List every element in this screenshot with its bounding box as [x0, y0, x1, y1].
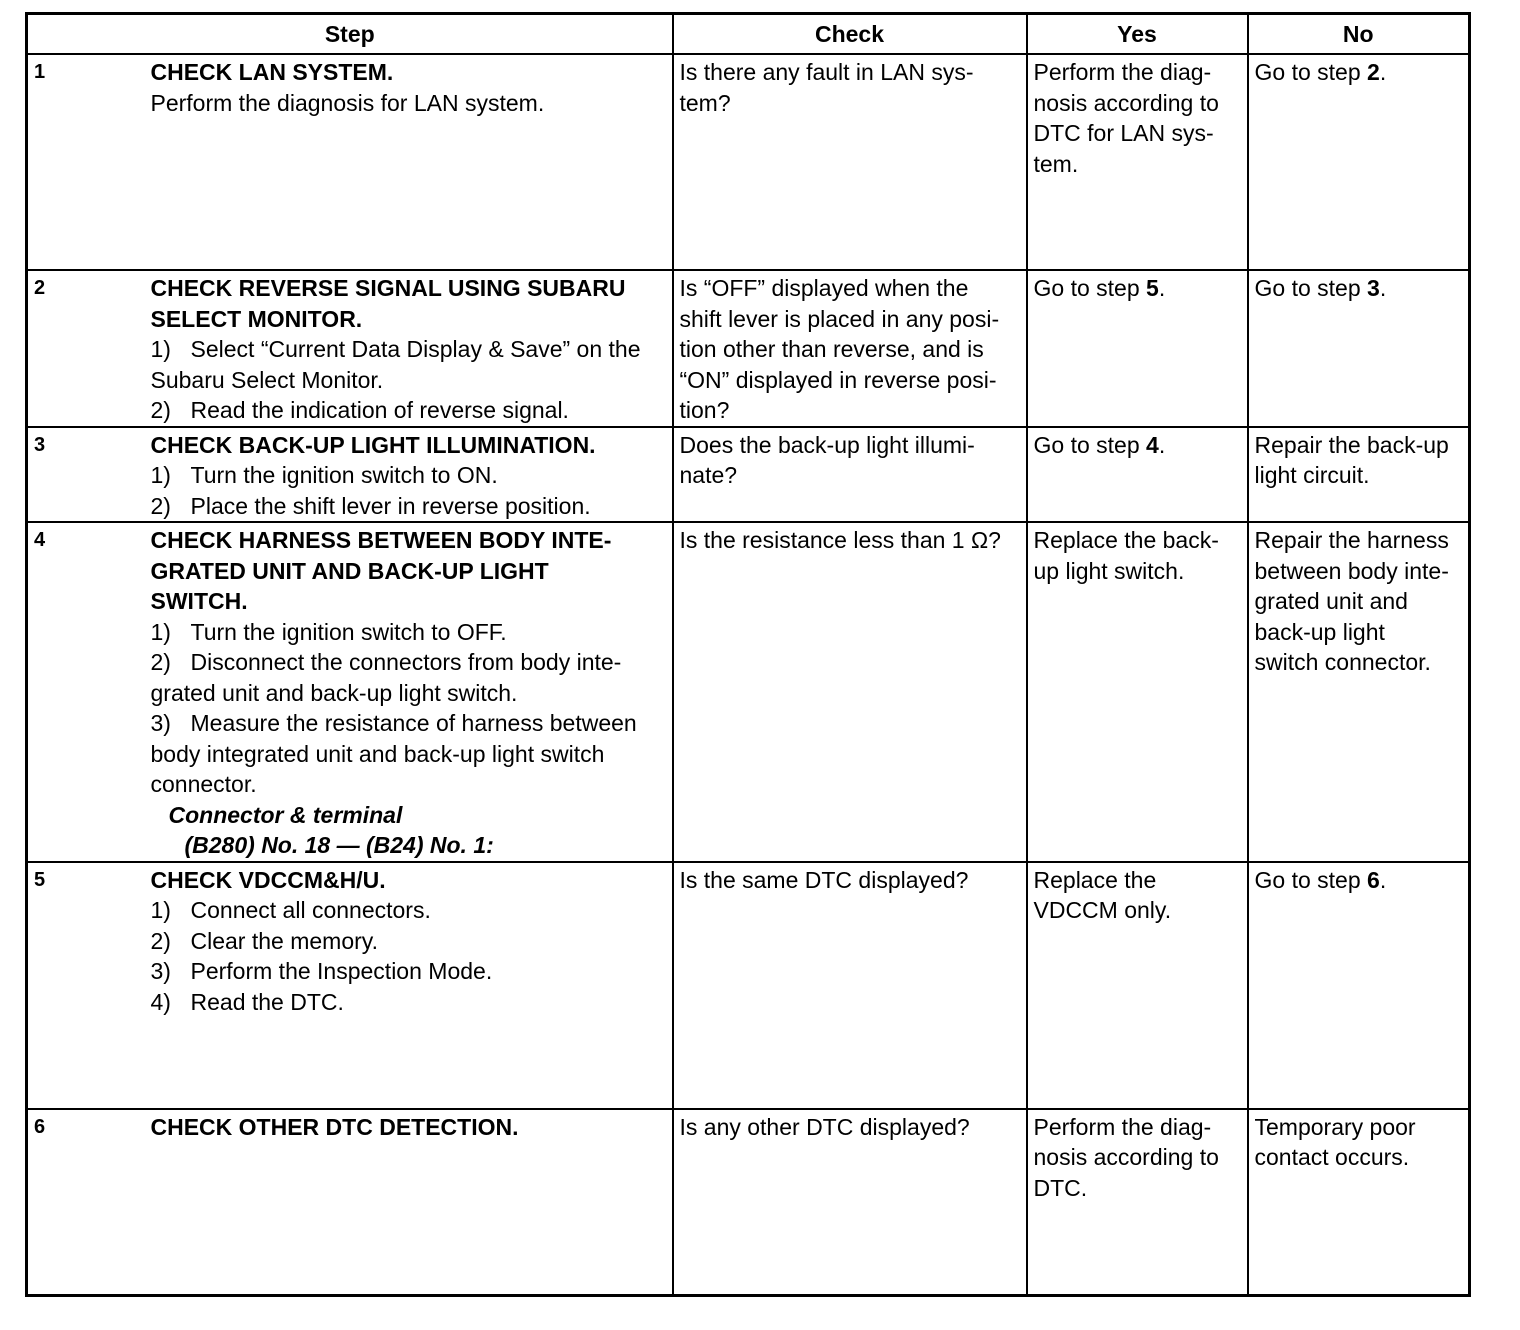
header-yes: Yes — [1027, 14, 1248, 55]
yes-cell — [1027, 270, 1248, 427]
step-number: 5 — [27, 862, 145, 1109]
no-suffix: . — [1379, 275, 1387, 301]
check-line: tion? — [679, 397, 730, 423]
item-number: 2) — [150, 397, 171, 423]
yes-line: Perform the diag- — [1033, 1113, 1212, 1140]
step-cell — [145, 54, 673, 270]
step-reference: 4 — [1146, 431, 1159, 458]
item-text: body integrated unit and back-up light switch — [150, 740, 605, 767]
check-cell — [673, 1109, 1027, 1296]
header-no: No — [1248, 14, 1470, 55]
check-line: nate? — [679, 462, 738, 488]
check-line: “ON” displayed in reverse posi- — [679, 366, 997, 393]
item-text: Perform the Inspection Mode. — [190, 958, 493, 984]
step-number: 2 — [27, 270, 145, 427]
item-number: 2) — [150, 492, 171, 519]
no-cell — [1248, 522, 1470, 862]
step-item — [151, 395, 666, 426]
connector-terminal-label: Connector & terminal — [168, 801, 403, 828]
step-number: 3 — [27, 427, 145, 523]
header-step: Step — [27, 14, 673, 55]
yes-text: Go to step — [1033, 431, 1147, 458]
step-item — [151, 956, 666, 987]
diagnostic-table — [25, 12, 1471, 1297]
check-line: Is the resistance less than 1 Ω? — [679, 527, 1001, 553]
item-number: 2) — [150, 649, 171, 675]
yes-cell — [1027, 1109, 1248, 1296]
table-row — [27, 522, 1470, 862]
yes-line: tem. — [1033, 150, 1079, 177]
table-row — [27, 862, 1470, 1109]
table-row — [27, 427, 1470, 523]
table-row — [27, 270, 1470, 427]
check-line: Is the same DTC displayed? — [679, 866, 969, 893]
step-item — [151, 647, 666, 678]
no-line: light circuit. — [1254, 462, 1370, 488]
yes-text: Go to step — [1033, 275, 1147, 301]
step-title: SELECT MONITOR. — [150, 305, 363, 332]
item-text: Turn the ignition switch to OFF. — [190, 618, 507, 645]
yes-line: Replace the — [1033, 866, 1157, 893]
item-text: Connect all connectors. — [190, 897, 431, 923]
item-text: Read the DTC. — [190, 988, 344, 1015]
step-title: CHECK LAN SYSTEM. — [150, 59, 394, 85]
yes-line: nosis according to — [1033, 89, 1219, 116]
yes-suffix: . — [1158, 275, 1166, 301]
yes-cell — [1027, 862, 1248, 1109]
check-line: tem? — [679, 89, 731, 116]
no-line: back-up light — [1254, 618, 1385, 645]
check-cell — [673, 862, 1027, 1109]
check-cell — [673, 427, 1027, 523]
check-line: shift lever is placed in any posi- — [679, 305, 1000, 332]
item-text: grated unit and back-up light switch. — [150, 679, 518, 706]
step-number: 6 — [27, 1109, 145, 1296]
item-text: Turn the ignition switch to ON. — [190, 462, 498, 488]
yes-cell — [1027, 54, 1248, 270]
step-cell — [145, 270, 673, 427]
step-title: SWITCH. — [150, 588, 248, 614]
no-line: Repair the back-up — [1254, 431, 1449, 458]
no-suffix: . — [1379, 866, 1387, 893]
item-number: 4) — [150, 988, 171, 1015]
no-cell — [1248, 270, 1470, 427]
no-text: Go to step — [1254, 866, 1368, 893]
step-title: CHECK VDCCM&H/U. — [150, 866, 386, 893]
yes-line: DTC for LAN sys- — [1033, 120, 1214, 146]
item-number: 2) — [150, 927, 171, 954]
step-reference: 2 — [1367, 59, 1380, 85]
no-suffix: . — [1379, 59, 1387, 85]
step-title: CHECK OTHER DTC DETECTION. — [150, 1113, 519, 1140]
item-text: Place the shift lever in reverse position. — [190, 492, 591, 519]
step-cell — [145, 862, 673, 1109]
no-cell — [1248, 1109, 1470, 1296]
step-reference: 3 — [1367, 275, 1380, 301]
header-check: Check — [673, 14, 1027, 55]
no-cell — [1248, 427, 1470, 523]
item-number: 1) — [150, 618, 171, 645]
yes-suffix: . — [1158, 431, 1166, 458]
step-title: GRATED UNIT AND BACK-UP LIGHT — [150, 557, 549, 584]
step-number: 4 — [27, 522, 145, 862]
check-line: Is there any fault in LAN sys- — [679, 59, 974, 85]
check-line: tion other than reverse, and is — [679, 336, 984, 362]
step-title: CHECK BACK-UP LIGHT ILLUMINATION. — [150, 431, 596, 458]
table-row — [27, 1109, 1470, 1296]
no-text: Go to step — [1254, 275, 1368, 301]
no-line: between body inte- — [1254, 557, 1449, 584]
step-description: Perform the diagnosis for LAN system. — [150, 89, 545, 116]
item-text: Measure the resistance of harness between — [190, 710, 637, 736]
step-item — [151, 987, 666, 1018]
step-reference: 5 — [1146, 275, 1159, 301]
yes-line: Replace the back- — [1033, 527, 1219, 553]
step-reference: 6 — [1367, 866, 1380, 893]
check-line: Does the back-up light illumi- — [679, 431, 975, 458]
no-cell — [1248, 54, 1470, 270]
yes-cell — [1027, 522, 1248, 862]
item-number: 1) — [150, 336, 171, 362]
yes-cell — [1027, 427, 1248, 523]
check-cell — [673, 54, 1027, 270]
header-row — [27, 14, 1470, 55]
no-line: grated unit and — [1254, 588, 1408, 614]
step-title: CHECK REVERSE SIGNAL USING SUBARU — [150, 275, 626, 301]
table-row — [27, 54, 1470, 270]
step-cell — [145, 427, 673, 523]
check-cell — [673, 270, 1027, 427]
no-line: Temporary poor — [1254, 1113, 1416, 1140]
step-number: 1 — [27, 54, 145, 270]
check-cell — [673, 522, 1027, 862]
yes-line: nosis according to — [1033, 1144, 1219, 1170]
check-line: Is any other DTC displayed? — [679, 1113, 970, 1140]
yes-line: DTC. — [1033, 1174, 1088, 1201]
no-line: Repair the harness — [1254, 527, 1449, 553]
item-number: 3) — [150, 710, 171, 736]
item-number: 1) — [150, 462, 171, 488]
item-text: Disconnect the connectors from body inte- — [190, 649, 622, 675]
item-text: Select “Current Data Display & Save” on the — [190, 336, 641, 362]
item-number: 3) — [150, 958, 171, 984]
step-title: CHECK HARNESS BETWEEN BODY INTE- — [150, 527, 612, 553]
step-item — [151, 460, 666, 491]
no-cell — [1248, 862, 1470, 1109]
step-cell — [145, 1109, 673, 1296]
step-item — [151, 926, 666, 957]
step-item — [151, 895, 666, 926]
step-cell — [145, 522, 673, 862]
no-line: contact occurs. — [1254, 1144, 1410, 1170]
no-text: Go to step — [1254, 59, 1368, 85]
item-text: Subaru Select Monitor. — [150, 366, 384, 393]
item-number: 1) — [150, 897, 171, 923]
item-text: connector. — [150, 771, 257, 797]
yes-line: Perform the diag- — [1033, 59, 1212, 85]
step-item — [151, 491, 666, 522]
step-item — [151, 708, 666, 739]
step-item — [151, 617, 666, 648]
item-text: Read the indication of reverse signal. — [190, 397, 569, 423]
check-line: Is “OFF” displayed when the — [679, 275, 969, 301]
item-text: Clear the memory. — [190, 927, 378, 954]
connector-terminal-value: (B280) No. 18 — (B24) No. 1: — [184, 832, 494, 858]
yes-line: VDCCM only. — [1033, 897, 1172, 923]
step-item — [151, 334, 666, 365]
no-line: switch connector. — [1254, 649, 1431, 675]
yes-line: up light switch. — [1033, 557, 1185, 584]
